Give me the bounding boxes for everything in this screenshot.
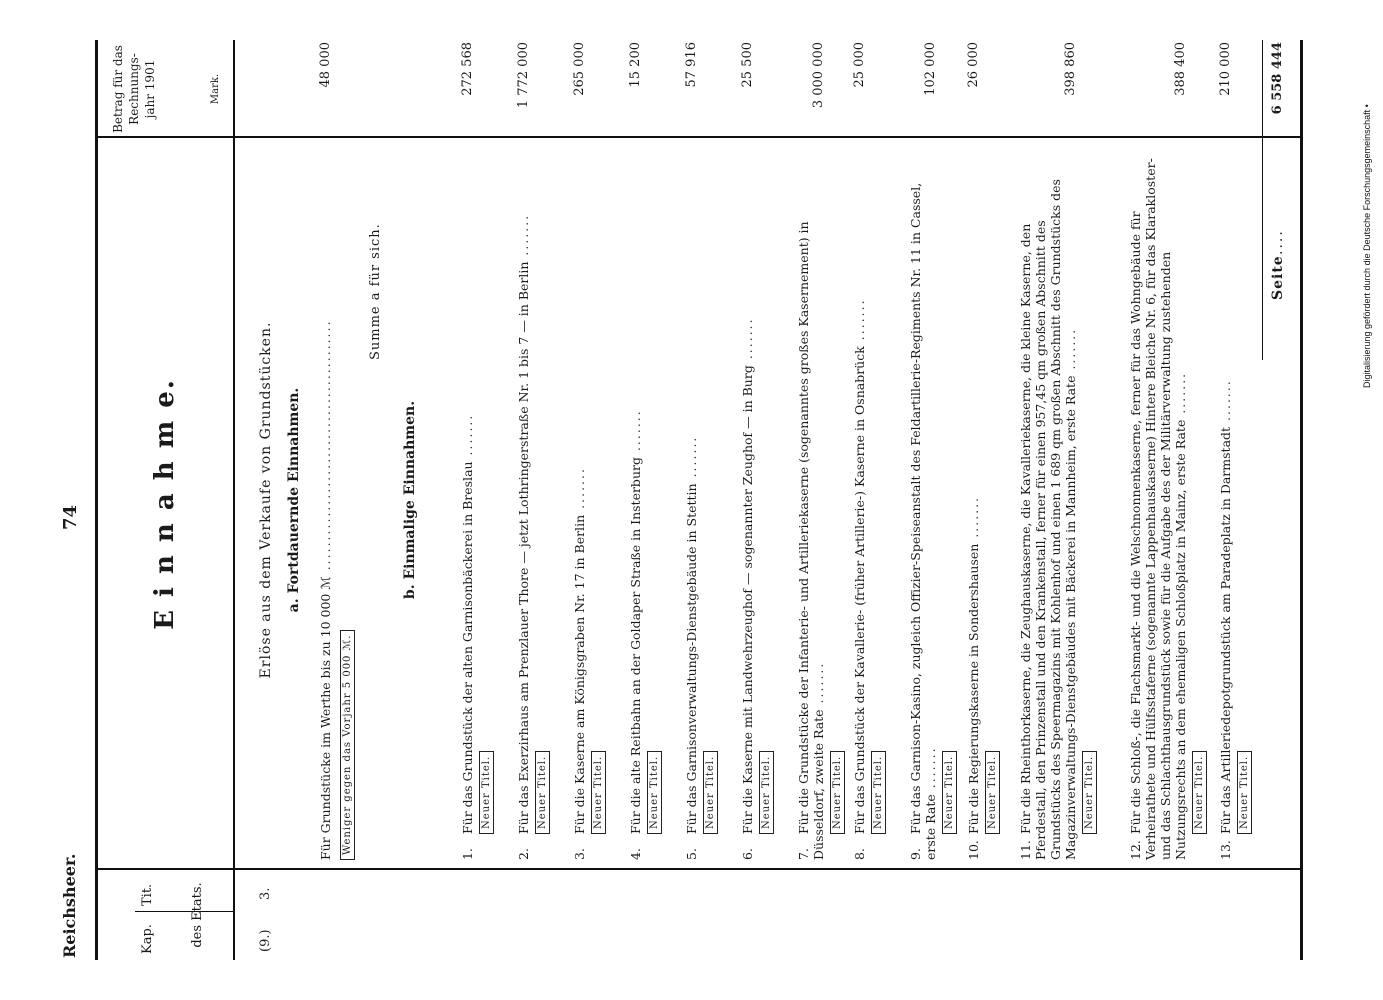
item-number: 7. <box>796 848 811 860</box>
leader-dots: ....... <box>852 298 867 347</box>
item-amount: 272 568 <box>460 42 475 96</box>
item-text: Für die Kaserne am Königsgraben Nr. 17 in Berlin <box>572 514 587 834</box>
budget-item <box>628 150 643 860</box>
budget-item <box>740 150 755 860</box>
credit-text: Digitalisierung gefördert durch die Deutsche Forschungsgemeinschaft • <box>1362 104 1372 388</box>
tit-header: Tit. <box>140 883 155 906</box>
item-amount: 57 916 <box>684 42 699 88</box>
a-line: Für Grundstücke im Werthe bis zu 10 000 ℳ .......................................... <box>318 319 333 860</box>
item-number: 6. <box>740 848 755 860</box>
leader-dots: ....... <box>460 413 475 462</box>
new-title-box: Neuer Titel. <box>759 751 774 834</box>
item-text: Für das Grundstück der alten Garnisonbäckerei in Breslau <box>460 461 475 834</box>
item-number: 2. <box>516 848 531 860</box>
budget-item <box>796 150 826 860</box>
item-number: 1. <box>460 848 475 860</box>
leader-dots: ....... <box>1173 371 1188 420</box>
seite-label: Seite <box>1270 255 1286 300</box>
item-text: Für das Grundstück der Kavallerie- (früher Artillerie-) Kaserne in Osnabrück <box>852 346 867 834</box>
item-amount: 398 860 <box>1063 42 1078 96</box>
section-label: Reichsheer. <box>60 853 79 958</box>
item-amount: 210 000 <box>1218 42 1233 96</box>
item-number: 9. <box>908 848 923 860</box>
item-number: 4. <box>628 848 643 860</box>
budget-item <box>516 150 531 860</box>
item-number: 8. <box>852 848 867 860</box>
item-text: Für die Schloß-, die Flachsmarkt- und die Welschnonnenkaserne, ferner für das Wohngebäude für Verheirathete und Hülfsstaferne (sogenannte Lappenhauskaserne) Hintere Bleiche Nr. 6, für das Klarakloster- und das Schlachthausgrundstück sowie für die Aufgabe des der Militärverwaltung zustehenden Nutzungsrechts an dem ehemaligen Schloßplatz in Mainz, erste Rate <box>1128 158 1188 860</box>
budget-item <box>684 150 699 860</box>
a-sum-label: Summe a für sich. <box>368 223 383 360</box>
leader-dots: ....... <box>516 213 531 262</box>
col-rule-tit <box>135 911 233 912</box>
item-number: 5. <box>684 848 699 860</box>
seite-total: 6 558 444 <box>1270 42 1285 115</box>
item-text: Für die Regierungskaserne in Sondershausen <box>966 543 981 834</box>
leader-dots: ....... <box>628 409 643 458</box>
item-text: Für die Kaserne mit Landwehrzeughof — sogenannter Zeughof — in Burg <box>740 365 755 834</box>
item-amount: 26 000 <box>966 42 981 88</box>
col-rule-amount <box>98 136 1303 138</box>
item-amount: 265 000 <box>572 42 587 96</box>
sub-heading-a: a. Fortdauernde Einnahmen. <box>286 387 302 613</box>
budget-item <box>460 150 475 860</box>
item-text: Für die Grundstücke der Infanterie- und Artilleriekaserne (sogenanntes großes Kasernement) in Düsseldorf, zweite Rate <box>796 221 826 860</box>
item-number: 13. <box>1218 840 1233 860</box>
a-amount: 48 000 <box>318 42 333 88</box>
new-title-box: Neuer Titel. <box>1192 751 1207 834</box>
new-title-box: Neuer Titel. <box>479 751 494 834</box>
leader-dots: ....... <box>1063 327 1078 376</box>
leader-dots: ....... <box>1218 379 1233 427</box>
new-title-box: Neuer Titel. <box>703 751 718 834</box>
item-number: 11. <box>1018 840 1033 860</box>
budget-item <box>966 150 981 860</box>
a-note: Weniger gegen das Vorjahr 5 000 ℳ. <box>340 630 355 860</box>
new-title-box: Neuer Titel. <box>1237 751 1252 834</box>
budget-item <box>1018 150 1078 860</box>
leader-dots: ....... <box>572 467 587 515</box>
budget-item <box>572 150 587 860</box>
betrag-header: Betrag für das Rechnungs- jahr 1901 <box>111 45 157 133</box>
item-amount: 102 000 <box>923 42 938 96</box>
new-title-box: Neuer Titel. <box>1082 751 1097 834</box>
item-number: 10. <box>966 840 981 860</box>
new-title-box: Neuer Titel. <box>942 751 957 834</box>
leader-dots: ....... <box>740 317 755 366</box>
item-amount: 388 400 <box>1173 42 1188 96</box>
item-text: Für das Garnisonverwaltungs-Dienstgebäude in Stettin <box>684 483 699 834</box>
budget-item <box>1128 150 1188 860</box>
header-bottom-rule <box>233 40 235 960</box>
new-title-box: Neuer Titel. <box>985 751 1000 834</box>
budget-item <box>1218 150 1233 860</box>
item-amount: 3 000 000 <box>811 42 826 109</box>
kap-value: (9.) <box>258 929 273 952</box>
budget-item <box>852 150 867 860</box>
main-title: E i n n a h m e. <box>150 378 180 630</box>
sum-rule <box>1262 40 1263 360</box>
kap-header: Kap. <box>140 924 155 954</box>
item-amount: 25 500 <box>740 42 755 88</box>
item-amount: 1 772 000 <box>516 42 531 109</box>
table-bottom-rule <box>1300 40 1303 960</box>
tit-value: 3. <box>258 887 273 900</box>
new-title-box: Neuer Titel. <box>591 751 606 834</box>
item-number: 3. <box>572 848 587 860</box>
item-text: Für das Exerzirhaus am Prenzlauer Thore — jetzt Lothringerstraße Nr. 1 bis 7 — in Berlin <box>516 261 531 834</box>
leader-dots: ....... <box>923 746 938 795</box>
item-text: Für die Rheinthorkaserne, die Zeughauskaserne, die Kavalleriekaserne, die kleine Kaserne, den Pferdestall, den Prinzenstall und den Krankenstall, ferner für einen 957,45 qm großen Abschnitt des Grundstücks des Speermagazins mit Kohlenhof und einen 1 689 qm großen Abschnitt des Grundstücks des Magazinverwaltungs-Dienstgebäudes mit Bäckerei in Mannheim, erste Rate <box>1018 179 1078 860</box>
leader-dots: ....... <box>811 661 826 710</box>
mark-header: Mark. <box>210 73 221 105</box>
budget-item <box>908 150 938 860</box>
new-title-box: Neuer Titel. <box>871 751 886 834</box>
item-text: Für das Artilleriedepotgrundstück am Paradeplatz in Darmstadt <box>1218 426 1233 834</box>
item-number: 12. <box>1128 840 1143 860</box>
leader-dots: ....... <box>684 435 699 484</box>
item-amount: 25 000 <box>852 42 867 88</box>
table-top-rule <box>95 40 98 960</box>
item-text: Für die alte Reitbahn an der Goldaper Straße in Insterburg <box>628 457 643 834</box>
heading: Erlöse aus dem Verkaufe von Grundstücken. <box>258 321 274 679</box>
des-etats-header: des Etats. <box>190 882 205 948</box>
digitization-credit <box>1362 8 1380 388</box>
new-title-box: Neuer Titel. <box>830 751 845 834</box>
page-number: 74 <box>60 504 81 530</box>
item-amount: 15 200 <box>628 42 643 88</box>
seite-dots: .... <box>1270 229 1286 255</box>
new-title-box: Neuer Titel. <box>647 751 662 834</box>
col-rule-text <box>98 868 1303 870</box>
item-text: Für das Garnison-Kasino, zugleich Offizier-Speiseanstalt des Feldartillerie-Regiments Nr. 11 in Cassel, erste Rate <box>908 182 938 860</box>
leader-dots: ....... <box>966 495 981 544</box>
sub-heading-b: b. Einmalige Einnahmen. <box>402 400 418 600</box>
new-title-box: Neuer Titel. <box>535 751 550 834</box>
